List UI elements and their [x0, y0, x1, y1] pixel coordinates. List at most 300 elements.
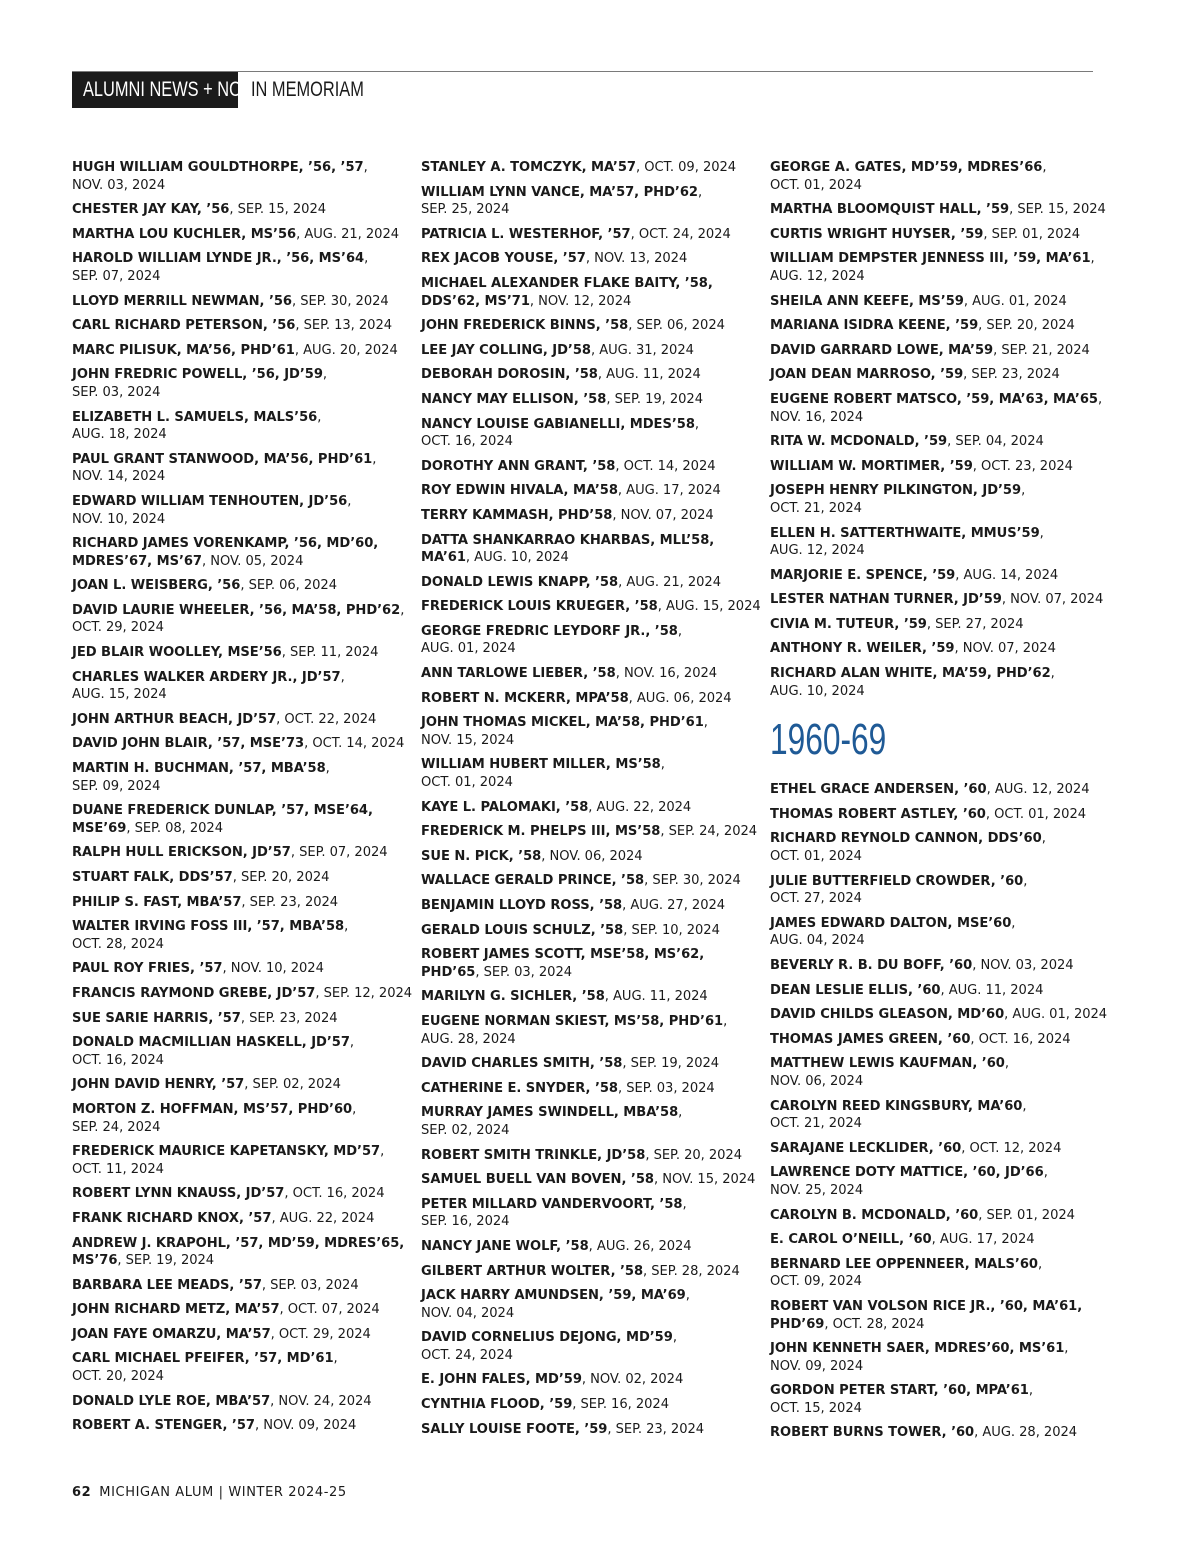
alumnus-name: JOAN L. WEISBERG, ’56 — [72, 578, 241, 594]
alumnus-name: WILLIAM W. MORTIMER, ’59 — [770, 458, 973, 474]
death-date: OCT. 29, 2024 — [278, 1326, 371, 1342]
alumnus-name: E. JOHN FALES, MD’59 — [421, 1372, 582, 1388]
alumnus-name: MURRAY JAMES SWINDELL, MBA’58 — [421, 1105, 679, 1121]
obituary-entry: KAYE L. PALOMAKI, ’58, AUG. 22, 2024 — [421, 799, 692, 815]
death-date: SEP. 25, 2024 — [421, 202, 510, 218]
death-date: SEP. 02, 2024 — [421, 1122, 510, 1138]
death-date: AUG. 06, 2024 — [636, 690, 732, 706]
death-date: SEP. 20, 2024 — [986, 318, 1075, 334]
obituary-column-2 — [421, 159, 766, 1445]
alumnus-name: JOHN FREDRIC POWELL, ’56, JD’59 — [72, 367, 323, 383]
alumnus-name: CATHERINE E. SNYDER, ’58 — [421, 1080, 618, 1096]
alumnus-name: WALTER IRVING FOSS III, ’57, MBA’58 — [72, 919, 345, 935]
death-date: NOV. 16, 2024 — [770, 409, 864, 425]
death-date: NOV. 07, 2024 — [620, 507, 714, 523]
alumnus-name: JOAN DEAN MARROSO, ’59 — [770, 367, 964, 383]
obituary-entry: CIVIA M. TUTEUR, ’59, SEP. 27, 2024 — [770, 616, 1024, 632]
obituary-entry: WILLIAM W. MORTIMER, ’59, OCT. 23, 2024 — [770, 458, 1073, 474]
alumnus-name: ROBERT N. MCKERR, MPA’58 — [421, 690, 629, 706]
obituary-entry: DONALD LEWIS KNAPP, ’58, AUG. 21, 2024 — [421, 574, 721, 590]
obituary-entry: MATTHEW LEWIS KAUFMAN, ’60, NOV. 06, 2024 — [770, 1056, 1009, 1089]
death-date: SEP. 23, 2024 — [249, 894, 339, 910]
death-date: SEP. 11, 2024 — [290, 645, 379, 661]
obituary-entry: DAVID CHILDS GLEASON, MD’60, AUG. 01, 2024 — [770, 1007, 1108, 1023]
alumnus-name: DONALD LEWIS KNAPP, ’58 — [421, 574, 619, 590]
death-date: SEP. 09, 2024 — [72, 778, 161, 794]
obituary-entry: SUE SARIE HARRIS, ’57, SEP. 23, 2024 — [72, 1010, 338, 1026]
obituary-column-1 — [72, 159, 417, 1442]
death-date: OCT. 14, 2024 — [312, 736, 405, 752]
death-date: NOV. 02, 2024 — [590, 1372, 684, 1388]
death-date: SEP. 01, 2024 — [986, 1207, 1075, 1223]
obituary-entry: FREDERICK M. PHELPS III, MS’58, SEP. 24, 2024 — [421, 824, 758, 840]
death-date: SEP. 23, 2024 — [615, 1421, 705, 1437]
obituary-entry: ROBERT A. STENGER, ’57, NOV. 09, 2024 — [72, 1418, 357, 1434]
obituary-entry: ROBERT SMITH TRINKLE, JD’58, SEP. 20, 2024 — [421, 1147, 742, 1163]
obituary-entry: DATTA SHANKARRAO KHARBAS, MLL’58, MA’61, AUG. 10, 2024 — [421, 532, 715, 566]
obituary-entry: SALLY LOUISE FOOTE, ’59, SEP. 23, 2024 — [421, 1421, 705, 1437]
obituary-entry: MARTHA BLOOMQUIST HALL, ’59, SEP. 15, 2024 — [770, 202, 1106, 218]
obituary-entry: WILLIAM HUBERT MILLER, MS’58, OCT. 01, 2024 — [421, 757, 665, 791]
obituary-entry: LEE JAY COLLING, JD’58, AUG. 31, 2024 — [421, 342, 694, 358]
obituary-entry: DONALD LYLE ROE, MBA’57, NOV. 24, 2024 — [72, 1393, 372, 1409]
death-date: OCT. 15, 2024 — [770, 1400, 862, 1416]
alumnus-name: JULIE BUTTERFIELD CROWDER, ’60 — [770, 873, 1024, 889]
alumnus-name: GEORGE FREDRIC LEYDORF JR., ’58 — [421, 623, 678, 639]
section-label: ALUMNI NEWS + NOTES — [72, 72, 238, 108]
death-date: NOV. 10, 2024 — [72, 511, 166, 527]
death-date: NOV. 15, 2024 — [421, 732, 515, 748]
alumnus-name: STANLEY A. TOMCZYK, MA’57 — [421, 160, 636, 175]
obituary-entry: JOHN THOMAS MICKEL, MA’58, PHD’61, NOV. 15, 2024 — [421, 715, 708, 748]
death-date: SEP. 23, 2024 — [249, 1010, 338, 1026]
alumnus-name: EUGENE ROBERT MATSCO, ’59, MA’63, MA’65 — [770, 391, 1098, 407]
alumnus-name: DONALD MACMILLIAN HASKELL, JD’57 — [72, 1035, 350, 1051]
obituary-entry: PAUL GRANT STANWOOD, MA’56, PHD’61, NOV. 14, 2024 — [72, 451, 377, 485]
alumnus-name: LEE JAY COLLING, JD’58 — [421, 342, 591, 358]
obituary-entry: LAWRENCE DOTY MATTICE, ’60, JD’66, NOV. 25, 2024 — [770, 1165, 1048, 1198]
obituary-entry: JOAN L. WEISBERG, ’56, SEP. 06, 2024 — [72, 578, 337, 594]
alumnus-name: ROBERT LYNN KNAUSS, JD’57 — [72, 1186, 285, 1202]
alumnus-name: JOHN RICHARD METZ, MA’57 — [72, 1302, 280, 1318]
obituary-entry: E. CAROL O’NEILL, ’60, AUG. 17, 2024 — [770, 1232, 1035, 1248]
obituary-entry: MARTIN H. BUCHMAN, ’57, MBA’58, SEP. 09, 2024 — [72, 761, 330, 794]
death-date: SEP. 03, 2024 — [626, 1080, 715, 1096]
obituary-entry: DEAN LESLIE ELLIS, ’60, AUG. 11, 2024 — [770, 982, 1044, 998]
obituary-entry: GERALD LOUIS SCHULZ, ’58, SEP. 10, 2024 — [421, 922, 720, 938]
obituary-entry: WILLIAM LYNN VANCE, MA’57, PHD’62, SEP. 25, 2024 — [421, 184, 703, 218]
death-date: OCT. 21, 2024 — [770, 1116, 862, 1132]
death-date: SEP. 20, 2024 — [653, 1147, 742, 1163]
death-date: SEP. 16, 2024 — [421, 1214, 510, 1230]
obituary-entry: STANLEY A. TOMCZYK, MA’57, OCT. 09, 2024 — [421, 160, 737, 175]
alumnus-name: SUE SARIE HARRIS, ’57 — [72, 1010, 241, 1026]
death-date: SEP. 06, 2024 — [248, 578, 337, 594]
death-date: SEP. 28, 2024 — [651, 1263, 740, 1279]
death-date: OCT. 16, 2024 — [292, 1186, 385, 1202]
death-date: OCT. 28, 2024 — [832, 1316, 925, 1332]
death-date: SEP. 15, 2024 — [237, 202, 327, 218]
alumnus-name: JED BLAIR WOOLLEY, MSE’56 — [72, 645, 282, 661]
death-date: OCT. 16, 2024 — [978, 1031, 1071, 1047]
death-date: SEP. 08, 2024 — [134, 820, 223, 836]
alumnus-name: BERNARD LEE OPPENNEER, MALS’60 — [770, 1256, 1038, 1272]
obituary-entry: NANCY MAY ELLISON, ’58, SEP. 19, 2024 — [421, 391, 703, 407]
alumnus-name: WILLIAM HUBERT MILLER, MS’58 — [421, 757, 661, 773]
alumnus-name: DONALD LYLE ROE, MBA’57 — [72, 1393, 271, 1409]
alumnus-name: WALLACE GERALD PRINCE, ’58 — [421, 873, 645, 889]
death-date: OCT. 29, 2024 — [72, 620, 164, 636]
obituary-entry: MURRAY JAMES SWINDELL, MBA’58, SEP. 02, 2024 — [421, 1105, 683, 1138]
death-date: SEP. 03, 2024 — [72, 384, 161, 400]
death-date: OCT. 22, 2024 — [284, 711, 377, 727]
death-date: AUG. 22, 2024 — [596, 799, 692, 815]
alumnus-name: ROBERT JAMES SCOTT, MSE’58, MS’62, PHD’65 — [421, 947, 705, 980]
obituary-entry: MARILYN G. SICHLER, ’58, AUG. 11, 2024 — [421, 989, 708, 1005]
alumnus-name: ANDREW J. KRAPOHL, ’57, MD’59, MDRES’65, MS’76 — [72, 1235, 405, 1269]
death-date: AUG. 21, 2024 — [304, 226, 400, 242]
death-date: NOV. 16, 2024 — [623, 666, 718, 682]
alumnus-name: CARL MICHAEL PFEIFER, ’57, MD’61 — [72, 1351, 334, 1367]
obituary-entry: SHEILA ANN KEEFE, MS’59, AUG. 01, 2024 — [770, 293, 1067, 309]
obituary-entry: THOMAS ROBERT ASTLEY, ’60, OCT. 01, 2024 — [770, 806, 1087, 822]
alumnus-name: SARAJANE LECKLIDER, ’60 — [770, 1140, 962, 1156]
death-date: AUG. 01, 2024 — [972, 293, 1067, 309]
obituary-entry: JED BLAIR WOOLLEY, MSE’56, SEP. 11, 2024 — [72, 645, 379, 661]
death-date: SEP. 19, 2024 — [125, 1253, 215, 1269]
death-date: NOV. 07, 2024 — [962, 641, 1056, 657]
obituary-entry: RICHARD ALAN WHITE, MA’59, PHD’62, AUG. 10, 2024 — [770, 666, 1055, 699]
death-date: SEP. 04, 2024 — [955, 434, 1044, 450]
alumnus-name: DEBORAH DOROSIN, ’58 — [421, 367, 598, 383]
obituary-entry: DOROTHY ANN GRANT, ’58, OCT. 14, 2024 — [421, 458, 716, 474]
obituary-entry: REX JACOB YOUSE, ’57, NOV. 13, 2024 — [421, 251, 688, 267]
death-date: NOV. 10, 2024 — [230, 961, 324, 977]
death-date: NOV. 05, 2024 — [210, 553, 304, 569]
alumnus-name: ROBERT VAN VOLSON RICE JR., ’60, MA’61, PHD’69 — [770, 1298, 1083, 1332]
alumnus-name: ROBERT SMITH TRINKLE, JD’58 — [421, 1147, 646, 1163]
alumnus-name: EUGENE NORMAN SKIEST, MS’58, PHD’61 — [421, 1013, 724, 1029]
alumnus-name: ROY EDWIN HIVALA, MA’58 — [421, 483, 618, 499]
alumnus-name: RICHARD REYNOLD CANNON, DDS’60 — [770, 831, 1042, 847]
death-date: AUG. 04, 2024 — [770, 933, 865, 949]
alumnus-name: CAROLYN B. MCDONALD, ’60 — [770, 1207, 979, 1223]
death-date: OCT. 14, 2024 — [623, 458, 716, 474]
obituary-entry: PETER MILLARD VANDERVOORT, ’58, SEP. 16, 2024 — [421, 1196, 687, 1230]
death-date: AUG. 28, 2024 — [982, 1425, 1078, 1441]
obituary-entry: JAMES EDWARD DALTON, MSE’60, AUG. 04, 2024 — [770, 915, 1016, 949]
death-date: SEP. 07, 2024 — [299, 845, 388, 861]
alumnus-name: MARTHA LOU KUCHLER, MS’56 — [72, 226, 297, 242]
alumnus-name: JOAN FAYE OMARZU, MA’57 — [72, 1326, 271, 1342]
obituary-entry: CARL RICHARD PETERSON, ’56, SEP. 13, 2024 — [72, 318, 393, 334]
death-date: AUG. 31, 2024 — [599, 342, 694, 358]
death-date: OCT. 24, 2024 — [421, 1347, 513, 1363]
alumnus-name: JAMES EDWARD DALTON, MSE’60 — [770, 915, 1012, 931]
death-date: NOV. 15, 2024 — [662, 1172, 756, 1188]
alumnus-name: JOHN DAVID HENRY, ’57 — [72, 1077, 245, 1093]
obituary-list-1960s — [770, 781, 1115, 1442]
death-date: AUG. 26, 2024 — [596, 1238, 692, 1254]
death-date: AUG. 12, 2024 — [770, 268, 865, 284]
alumnus-name: PATRICIA L. WESTERHOF, ’57 — [421, 226, 631, 242]
obituary-entry: BEVERLY R. B. DU BOFF, ’60, NOV. 03, 2024 — [770, 958, 1074, 973]
alumnus-name: MARC PILISUK, MA’56, PHD’61 — [72, 342, 295, 358]
alumnus-name: MATTHEW LEWIS KAUFMAN, ’60 — [770, 1056, 1005, 1072]
obituary-entry: ROBERT BURNS TOWER, ’60, AUG. 28, 2024 — [770, 1425, 1078, 1441]
obituary-entry: DAVID GARRARD LOWE, MA’59, SEP. 21, 2024 — [770, 342, 1090, 358]
death-date: SEP. 27, 2024 — [935, 616, 1024, 632]
death-date: NOV. 12, 2024 — [538, 293, 632, 309]
obituary-entry: ELLEN H. SATTERTHWAITE, MMUS’59, AUG. 12, 2024 — [770, 525, 1044, 559]
alumnus-name: HAROLD WILLIAM LYNDE JR., ’56, MS’64 — [72, 251, 365, 267]
obituary-entry: ELIZABETH L. SAMUELS, MALS’56, AUG. 18, 2024 — [72, 409, 322, 443]
subsection-label: IN MEMORIAM — [251, 78, 364, 101]
alumnus-name: DAVID CHARLES SMITH, ’58 — [421, 1056, 623, 1072]
obituary-entry: ANN TARLOWE LIEBER, ’58, NOV. 16, 2024 — [421, 666, 718, 682]
alumnus-name: SALLY LOUISE FOOTE, ’59 — [421, 1421, 608, 1437]
death-date: NOV. 03, 2024 — [980, 958, 1074, 973]
obituary-entry: JOHN FREDRIC POWELL, ’56, JD’59, SEP. 03, 2024 — [72, 367, 328, 400]
alumnus-name: CAROLYN REED KINGSBURY, MA’60 — [770, 1098, 1023, 1114]
obituary-entry: MARC PILISUK, MA’56, PHD’61, AUG. 20, 2024 — [72, 342, 398, 358]
alumnus-name: GEORGE A. GATES, MD’59, MDRES’66 — [770, 160, 1043, 175]
death-date: NOV. 25, 2024 — [770, 1182, 864, 1198]
alumnus-name: SUE N. PICK, ’58 — [421, 848, 542, 864]
death-date: AUG. 22, 2024 — [279, 1210, 375, 1226]
alumnus-name: FRANK RICHARD KNOX, ’57 — [72, 1210, 272, 1226]
alumnus-name: NANCY LOUISE GABIANELLI, MDES’58 — [421, 416, 695, 432]
obituary-entry: FREDERICK LOUIS KRUEGER, ’58, AUG. 15, 2024 — [421, 599, 761, 615]
obituary-entry: DAVID CHARLES SMITH, ’58, SEP. 19, 2024 — [421, 1056, 720, 1072]
alumnus-name: CHARLES WALKER ARDERY JR., JD’57 — [72, 669, 341, 685]
death-date: SEP. 13, 2024 — [303, 318, 393, 334]
alumnus-name: CYNTHIA FLOOD, ’59 — [421, 1397, 573, 1413]
death-date: AUG. 11, 2024 — [606, 367, 701, 383]
death-date: AUG. 10, 2024 — [770, 683, 865, 699]
death-date: AUG. 11, 2024 — [948, 982, 1044, 998]
obituary-entry: JOHN ARTHUR BEACH, JD’57, OCT. 22, 2024 — [72, 711, 377, 727]
obituary-entry: JOAN FAYE OMARZU, MA’57, OCT. 29, 2024 — [72, 1326, 371, 1342]
obituary-entry: JOHN KENNETH SAER, MDRES’60, MS’61, NOV. 09, 2024 — [770, 1341, 1069, 1374]
obituary-entry: GORDON PETER START, ’60, MPA’61, OCT. 15, 2024 — [770, 1383, 1033, 1416]
alumnus-name: LAWRENCE DOTY MATTICE, ’60, JD’66 — [770, 1165, 1044, 1181]
page-footer — [72, 1485, 347, 1500]
alumnus-name: ANTHONY R. WEILER, ’59 — [770, 641, 955, 657]
obituary-entry: GILBERT ARTHUR WOLTER, ’58, SEP. 28, 2024 — [421, 1263, 740, 1279]
obituary-entry: JOHN DAVID HENRY, ’57, SEP. 02, 2024 — [72, 1077, 341, 1093]
alumnus-name: CHESTER JAY KAY, ’56 — [72, 202, 230, 218]
obituary-entry: CAROLYN REED KINGSBURY, MA’60, OCT. 21, 2024 — [770, 1098, 1027, 1132]
alumnus-name: JOHN THOMAS MICKEL, MA’58, PHD’61 — [421, 715, 704, 731]
death-date: SEP. 30, 2024 — [652, 873, 741, 889]
obituary-entry: GEORGE FREDRIC LEYDORF JR., ’58, AUG. 01, 2024 — [421, 623, 682, 657]
obituary-entry: FREDERICK MAURICE KAPETANSKY, MD’57, OCT. 11, 2024 — [72, 1144, 385, 1177]
alumnus-name: CIVIA M. TUTEUR, ’59 — [770, 616, 927, 632]
obituary-entry: BENJAMIN LLOYD ROSS, ’58, AUG. 27, 2024 — [421, 898, 726, 913]
alumnus-name: BENJAMIN LLOYD ROSS, ’58 — [421, 898, 623, 913]
obituary-entry: MARTHA LOU KUCHLER, MS’56, AUG. 21, 2024 — [72, 226, 400, 242]
obituary-entry: JOAN DEAN MARROSO, ’59, SEP. 23, 2024 — [770, 367, 1060, 383]
death-date: OCT. 23, 2024 — [981, 458, 1073, 474]
obituary-entry: ETHEL GRACE ANDERSEN, ’60, AUG. 12, 2024 — [770, 782, 1090, 798]
obituary-entry: CHARLES WALKER ARDERY JR., JD’57, AUG. 15, 2024 — [72, 669, 345, 703]
alumnus-name: JACK HARRY AMUNDSEN, ’59, MA’69 — [421, 1288, 686, 1304]
obituary-entry: DAVID JOHN BLAIR, ’57, MSE’73, OCT. 14, 2024 — [72, 736, 405, 752]
death-date: SEP. 19, 2024 — [630, 1056, 720, 1072]
alumnus-name: DOROTHY ANN GRANT, ’58 — [421, 458, 616, 474]
alumnus-name: SAMUEL BUELL VAN BOVEN, ’58 — [421, 1172, 654, 1188]
alumnus-name: RITA W. MCDONALD, ’59 — [770, 434, 948, 450]
obituary-entry: DAVID LAURIE WHEELER, ’56, MA’58, PHD’62, OCT. 29, 2024 — [72, 602, 405, 636]
death-date: OCT. 21, 2024 — [770, 500, 862, 516]
obituary-entry: CYNTHIA FLOOD, ’59, SEP. 16, 2024 — [421, 1397, 669, 1413]
alumnus-name: PHILIP S. FAST, MBA’57 — [72, 894, 242, 910]
alumnus-name: NANCY JANE WOLF, ’58 — [421, 1238, 589, 1254]
obituary-entry: ROBERT JAMES SCOTT, MSE’58, MS’62, PHD’65, SEP. 03, 2024 — [421, 947, 705, 980]
decade-heading: 1960-69 — [770, 715, 887, 765]
alumnus-name: GORDON PETER START, ’60, MPA’61 — [770, 1383, 1029, 1399]
obituary-entry: ROBERT VAN VOLSON RICE JR., ’60, MA’61, PHD’69, OCT. 28, 2024 — [770, 1298, 1083, 1332]
death-date: SEP. 23, 2024 — [971, 367, 1060, 383]
alumnus-name: MARTIN H. BUCHMAN, ’57, MBA’58 — [72, 761, 326, 777]
death-date: OCT. 01, 2024 — [994, 806, 1087, 822]
alumnus-name: KAYE L. PALOMAKI, ’58 — [421, 799, 589, 815]
obituary-entry: LLOYD MERRILL NEWMAN, ’56, SEP. 30, 2024 — [72, 293, 389, 309]
obituary-entry: EUGENE ROBERT MATSCO, ’59, MA’63, MA’65, NOV. 16, 2024 — [770, 391, 1103, 425]
alumnus-name: WILLIAM DEMPSTER JENNESS III, ’59, MA’61 — [770, 251, 1091, 267]
obituary-list-1950s — [770, 159, 1115, 700]
page-number: 62 — [72, 1485, 92, 1500]
alumnus-name: TERRY KAMMASH, PHD’58 — [421, 507, 613, 523]
alumnus-name: E. CAROL O’NEILL, ’60 — [770, 1232, 932, 1248]
death-date: AUG. 28, 2024 — [421, 1031, 516, 1047]
obituary-entry: NANCY LOUISE GABIANELLI, MDES’58, OCT. 16, 2024 — [421, 416, 699, 450]
alumnus-name: DATTA SHANKARRAO KHARBAS, MLL’58, MA’61 — [421, 532, 715, 566]
death-date: AUG. 27, 2024 — [630, 898, 726, 913]
alumnus-name: CARL RICHARD PETERSON, ’56 — [72, 318, 296, 334]
death-date: NOV. 04, 2024 — [421, 1305, 515, 1321]
death-date: NOV. 09, 2024 — [770, 1358, 864, 1374]
obituary-entry: LESTER NATHAN TURNER, JD’59, NOV. 07, 2024 — [770, 592, 1104, 608]
alumnus-name: FRANCIS RAYMOND GREBE, JD’57 — [72, 985, 316, 1001]
death-date: SEP. 12, 2024 — [323, 985, 413, 1001]
obituary-entry: DAVID CORNELIUS DEJONG, MD’59, OCT. 24, 2024 — [421, 1330, 677, 1363]
obituary-entry: DUANE FREDERICK DUNLAP, ’57, MSE’64, MSE’69, SEP. 08, 2024 — [72, 803, 373, 836]
alumnus-name: ANN TARLOWE LIEBER, ’58 — [421, 666, 616, 682]
obituary-entry: JACK HARRY AMUNDSEN, ’59, MA’69, NOV. 04, 2024 — [421, 1288, 690, 1321]
death-date: OCT. 27, 2024 — [770, 891, 862, 907]
alumnus-name: ETHEL GRACE ANDERSEN, ’60 — [770, 782, 987, 798]
alumnus-name: ROBERT BURNS TOWER, ’60 — [770, 1425, 975, 1441]
death-date: NOV. 06, 2024 — [549, 848, 643, 864]
obituary-entry: EUGENE NORMAN SKIEST, MS’58, PHD’61, AUG. 28, 2024 — [421, 1013, 728, 1047]
obituary-entry: ANDREW J. KRAPOHL, ’57, MD’59, MDRES’65, MS’76, SEP. 19, 2024 — [72, 1235, 405, 1269]
obituary-entry: JOHN RICHARD METZ, MA’57, OCT. 07, 2024 — [72, 1302, 380, 1318]
page-header — [72, 72, 411, 108]
death-date: AUG. 15, 2024 — [72, 687, 167, 703]
alumnus-name: FREDERICK M. PHELPS III, MS’58 — [421, 824, 661, 840]
death-date: AUG. 15, 2024 — [665, 599, 761, 615]
obituary-entry: E. JOHN FALES, MD’59, NOV. 02, 2024 — [421, 1372, 684, 1388]
obituary-entry: RITA W. MCDONALD, ’59, SEP. 04, 2024 — [770, 434, 1044, 450]
death-date: OCT. 16, 2024 — [421, 434, 513, 450]
alumnus-name: ROBERT A. STENGER, ’57 — [72, 1418, 255, 1434]
obituary-entry: DONALD MACMILLIAN HASKELL, JD’57, OCT. 16, 2024 — [72, 1035, 355, 1068]
obituary-entry: BERNARD LEE OPPENNEER, MALS’60, OCT. 09, 2024 — [770, 1256, 1043, 1290]
obituary-entry: FRANK RICHARD KNOX, ’57, AUG. 22, 2024 — [72, 1210, 375, 1226]
death-date: OCT. 24, 2024 — [638, 226, 731, 242]
death-date: OCT. 01, 2024 — [421, 775, 513, 791]
obituary-column-3 — [770, 159, 1115, 1449]
death-date: AUG. 12, 2024 — [994, 782, 1090, 798]
death-date: NOV. 07, 2024 — [1010, 592, 1104, 608]
alumnus-name: MORTON Z. HOFFMAN, MS’57, PHD’60 — [72, 1101, 353, 1117]
obituary-entry: ANTHONY R. WEILER, ’59, NOV. 07, 2024 — [770, 641, 1056, 657]
obituary-entry: STUART FALK, DDS’57, SEP. 20, 2024 — [72, 870, 330, 885]
obituary-entry: RICHARD REYNOLD CANNON, DDS’60, OCT. 01, 2024 — [770, 831, 1046, 865]
alumnus-name: PAUL ROY FRIES, ’57 — [72, 961, 223, 977]
alumnus-name: DAVID GARRARD LOWE, MA’59 — [770, 342, 994, 358]
death-date: AUG. 17, 2024 — [939, 1232, 1035, 1248]
obituary-entry: JULIE BUTTERFIELD CROWDER, ’60, OCT. 27, 2024 — [770, 873, 1028, 907]
obituary-entry: PATRICIA L. WESTERHOF, ’57, OCT. 24, 2024 — [421, 226, 731, 242]
obituary-entry: THOMAS JAMES GREEN, ’60, OCT. 16, 2024 — [770, 1031, 1071, 1047]
alumnus-name: STUART FALK, DDS’57 — [72, 870, 233, 885]
alumnus-name: JOHN KENNETH SAER, MDRES’60, MS’61 — [770, 1341, 1065, 1357]
death-date: SEP. 01, 2024 — [991, 226, 1081, 242]
obituary-entry: EDWARD WILLIAM TENHOUTEN, JD’56, NOV. 10, 2024 — [72, 493, 352, 527]
alumnus-name: ELLEN H. SATTERTHWAITE, MMUS’59 — [770, 525, 1040, 541]
alumnus-name: REX JACOB YOUSE, ’57 — [421, 251, 586, 267]
obituary-entry: NANCY JANE WOLF, ’58, AUG. 26, 2024 — [421, 1238, 692, 1254]
obituary-entry: RALPH HULL ERICKSON, JD’57, SEP. 07, 2024 — [72, 845, 388, 861]
death-date: AUG. 18, 2024 — [72, 427, 167, 443]
alumnus-name: ELIZABETH L. SAMUELS, MALS’56 — [72, 409, 318, 425]
obituary-entry: CURTIS WRIGHT HUYSER, ’59, SEP. 01, 2024 — [770, 226, 1081, 242]
alumnus-name: THOMAS ROBERT ASTLEY, ’60 — [770, 806, 986, 822]
alumnus-name: WILLIAM LYNN VANCE, MA’57, PHD’62 — [421, 184, 698, 200]
obituary-entry: DEBORAH DOROSIN, ’58, AUG. 11, 2024 — [421, 367, 701, 383]
alumnus-name: RICHARD ALAN WHITE, MA’59, PHD’62 — [770, 666, 1051, 682]
alumnus-name: PAUL GRANT STANWOOD, MA’56, PHD’61 — [72, 451, 373, 467]
alumnus-name: JOHN ARTHUR BEACH, JD’57 — [72, 711, 277, 727]
obituary-entry: JOHN FREDERICK BINNS, ’58, SEP. 06, 2024 — [421, 318, 725, 334]
alumnus-name: DAVID JOHN BLAIR, ’57, MSE’73 — [72, 736, 305, 752]
obituary-entry: MARJORIE E. SPENCE, ’59, AUG. 14, 2024 — [770, 567, 1059, 583]
obituary-entry: HUGH WILLIAM GOULDTHORPE, ’56, ’57, NOV. 03, 2024 — [72, 160, 368, 193]
alumnus-name: JOHN FREDERICK BINNS, ’58 — [421, 318, 629, 334]
obituary-entry: PHILIP S. FAST, MBA’57, SEP. 23, 2024 — [72, 894, 339, 910]
death-date: SEP. 21, 2024 — [1001, 342, 1090, 358]
obituary-entry: RICHARD JAMES VORENKAMP, ’56, MD’60, MDRES’67, MS’67, NOV. 05, 2024 — [72, 536, 379, 569]
death-date: NOV. 06, 2024 — [770, 1073, 864, 1089]
alumnus-name: NANCY MAY ELLISON, ’58 — [421, 391, 607, 407]
death-date: SEP. 24, 2024 — [668, 824, 758, 840]
alumnus-name: HUGH WILLIAM GOULDTHORPE, ’56, ’57 — [72, 160, 364, 175]
obituary-entry: HAROLD WILLIAM LYNDE JR., ’56, MS’64, SEP. 07, 2024 — [72, 251, 369, 284]
alumnus-name: RICHARD JAMES VORENKAMP, ’56, MD’60, MDRES’67, MS’67 — [72, 536, 379, 569]
obituary-entry: ROBERT N. MCKERR, MPA’58, AUG. 06, 2024 — [421, 690, 732, 706]
alumnus-name: GILBERT ARTHUR WOLTER, ’58 — [421, 1263, 644, 1279]
obituary-entry: JOSEPH HENRY PILKINGTON, JD’59, OCT. 21, 2024 — [770, 483, 1026, 516]
death-date: SEP. 30, 2024 — [300, 293, 389, 309]
death-date: SEP. 06, 2024 — [636, 318, 725, 334]
alumnus-name: LESTER NATHAN TURNER, JD’59 — [770, 592, 1002, 608]
obituary-entry: CHESTER JAY KAY, ’56, SEP. 15, 2024 — [72, 202, 327, 218]
death-date: AUG. 14, 2024 — [963, 567, 1059, 583]
death-date: AUG. 17, 2024 — [626, 483, 721, 499]
